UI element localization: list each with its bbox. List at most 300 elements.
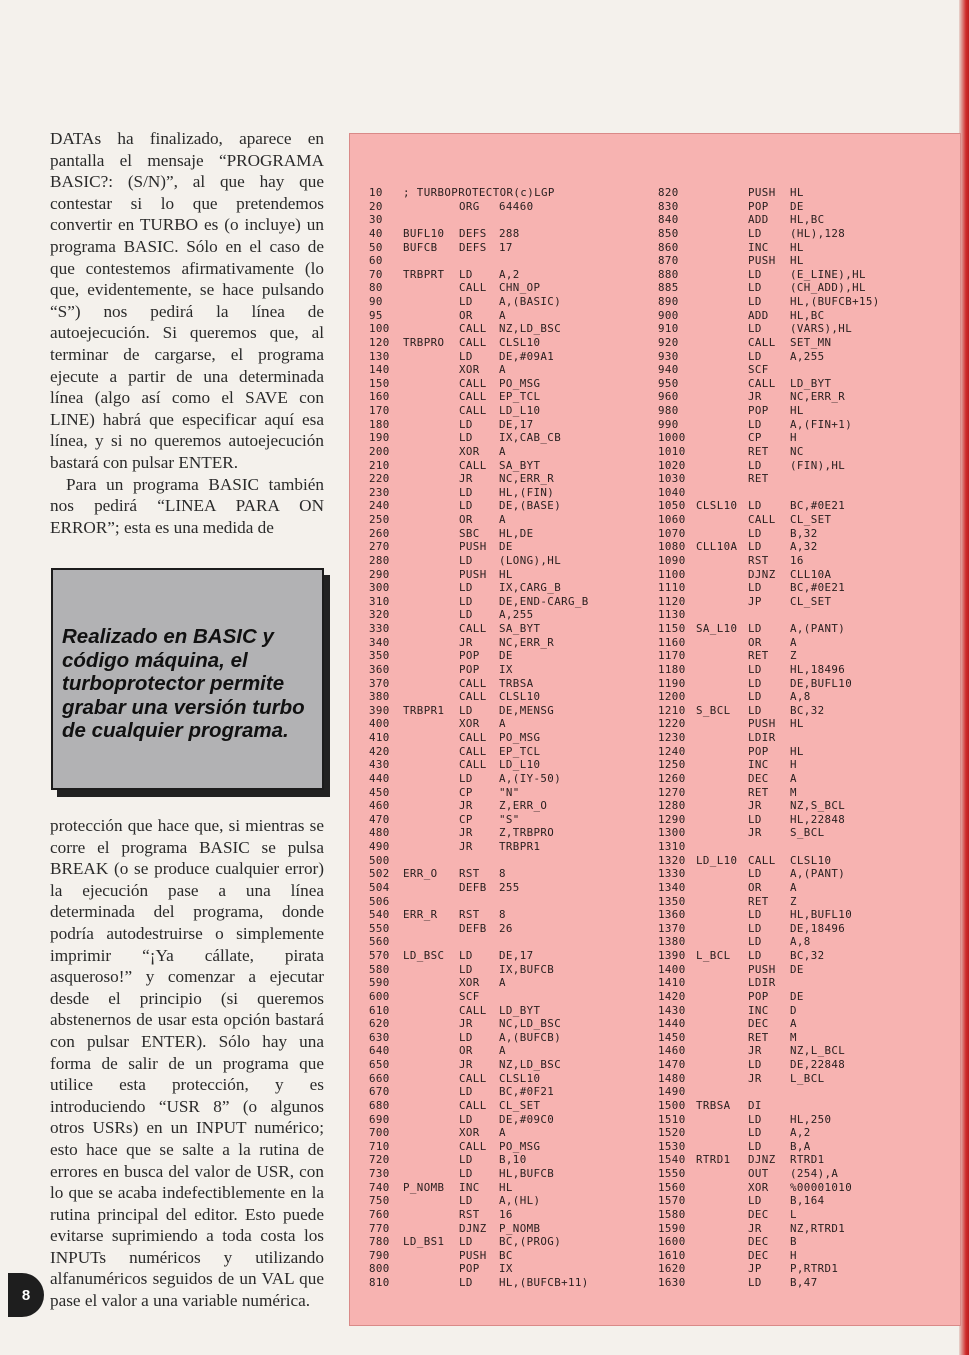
code-operand: HL,BUFCB — [499, 1167, 555, 1180]
code-opcode: JR — [459, 1017, 473, 1031]
line-number: 420 — [369, 744, 390, 758]
line-number: 1300 — [658, 826, 686, 840]
code-opcode: JP — [748, 594, 762, 608]
code-line — [658, 513, 948, 527]
code-opcode: LD — [748, 540, 762, 554]
line-number: 840 — [658, 213, 679, 227]
code-line — [658, 1167, 948, 1181]
code-operand: Z — [790, 894, 797, 908]
code-operand: CLSL10 — [790, 853, 832, 867]
code-operand: DE,BUFL10 — [790, 676, 853, 690]
code-operand: Z,ERR_O — [499, 799, 548, 813]
code-line — [658, 690, 948, 704]
code-line — [658, 1208, 948, 1222]
code-line — [658, 581, 948, 595]
code-line — [369, 1181, 649, 1195]
code-line — [658, 1072, 948, 1086]
code-operand: PO_MSG — [499, 376, 541, 390]
code-operand: DE — [790, 962, 804, 976]
code-listing-right-column — [658, 186, 948, 1290]
code-opcode: LD — [748, 267, 762, 281]
code-line — [658, 431, 948, 445]
code-opcode: POP — [748, 199, 769, 213]
code-line — [658, 227, 948, 241]
code-opcode: LDIR — [748, 976, 776, 990]
code-opcode: CALL — [748, 513, 776, 526]
line-number: 1290 — [658, 812, 686, 826]
code-operand: CLSL10 — [499, 335, 541, 349]
code-operand: B,10 — [499, 1153, 527, 1167]
line-number: 980 — [658, 404, 679, 417]
code-opcode: CP — [459, 812, 473, 826]
code-line — [369, 390, 649, 404]
code-operand: IX,CAB_CB — [499, 431, 562, 445]
code-label: S_BCL — [696, 703, 731, 717]
code-operand: DE,END-CARG_B — [499, 594, 589, 608]
line-number: 1080 — [658, 540, 686, 554]
code-line — [369, 1208, 649, 1222]
code-line — [369, 881, 649, 895]
line-number: 920 — [658, 335, 679, 349]
code-operand: H — [790, 431, 797, 445]
code-opcode: JP — [748, 1262, 762, 1276]
code-operand: BC,#0F21 — [499, 1085, 555, 1099]
code-opcode: LD — [459, 608, 473, 622]
code-opcode: JR — [748, 1071, 762, 1085]
line-number: 1180 — [658, 662, 686, 676]
code-line — [658, 649, 948, 663]
code-line — [369, 363, 649, 377]
code-opcode: LD — [459, 1167, 473, 1180]
line-number: 910 — [658, 322, 679, 336]
code-opcode: LD — [459, 267, 473, 281]
line-number: 860 — [658, 240, 679, 254]
code-line — [369, 1140, 649, 1154]
code-operand: HL,(FIN) — [499, 485, 555, 499]
code-opcode: RET — [748, 444, 769, 458]
line-number: 1230 — [658, 731, 686, 744]
line-number: 790 — [369, 1248, 390, 1262]
code-opcode: DEFB — [459, 921, 487, 935]
code-opcode: LD — [748, 1194, 762, 1208]
code-opcode: RET — [748, 894, 769, 908]
code-operand: HL,BC — [790, 213, 825, 227]
code-line — [658, 786, 948, 800]
code-opcode: JR — [459, 840, 473, 853]
code-label: ERR_R — [403, 908, 438, 922]
code-opcode: LD — [459, 949, 473, 962]
code-operand: Z — [790, 649, 797, 663]
line-number: 1370 — [658, 921, 686, 935]
code-line — [369, 1113, 649, 1127]
code-opcode: JR — [748, 826, 762, 840]
code-operand: (254),A — [790, 1167, 839, 1180]
code-opcode: POP — [459, 662, 480, 676]
line-number: 450 — [369, 785, 390, 799]
code-operand: HL — [790, 254, 804, 268]
line-number: 410 — [369, 731, 390, 744]
code-line — [369, 1126, 649, 1140]
code-line — [369, 445, 649, 459]
code-line — [369, 677, 649, 691]
code-line — [658, 745, 948, 759]
pull-quote-text: Realizado en BASIC y código máquina, el turboprotector permite grabar una versión turbo de cualquier programa. — [62, 625, 305, 742]
code-label: LD_BSC — [403, 949, 445, 962]
code-operand: DE,(BASE) — [499, 499, 562, 513]
code-label: LD_BS1 — [403, 1235, 445, 1249]
code-line — [658, 935, 948, 949]
code-opcode: LD — [748, 349, 762, 363]
code-line — [658, 281, 948, 295]
code-opcode: CALL — [459, 1003, 487, 1017]
code-operand: (VARS),HL — [790, 322, 853, 336]
code-opcode: ORG — [459, 199, 480, 213]
code-line — [369, 813, 649, 827]
code-line — [369, 459, 649, 473]
code-operand: 16 — [499, 1207, 513, 1221]
code-opcode: LD — [748, 622, 762, 635]
code-opcode: ADD — [748, 308, 769, 322]
line-number: 1490 — [658, 1085, 686, 1099]
code-opcode: XOR — [459, 444, 480, 458]
code-opcode: POP — [748, 404, 769, 417]
code-line — [658, 826, 948, 840]
code-operand: EP_TCL — [499, 744, 541, 758]
code-line — [658, 1058, 948, 1072]
code-line — [658, 704, 948, 718]
code-operand: SA_BYT — [499, 622, 541, 635]
code-opcode: CALL — [459, 731, 487, 744]
line-number: 1580 — [658, 1207, 686, 1221]
code-opcode: CALL — [459, 281, 487, 295]
code-line — [658, 840, 948, 854]
code-line — [369, 254, 649, 268]
code-opcode: RET — [748, 649, 769, 663]
code-operand: EP_TCL — [499, 390, 541, 404]
code-line — [369, 717, 649, 731]
code-opcode: CP — [459, 785, 473, 799]
code-opcode: LD — [459, 431, 473, 445]
code-line — [369, 527, 649, 541]
line-number: 60 — [369, 254, 383, 268]
code-operand: NZ,LD_BSC — [499, 1058, 562, 1071]
code-line — [369, 1058, 649, 1072]
code-operand: (CH_ADD),HL — [790, 281, 866, 295]
code-operand: A,32 — [790, 540, 818, 554]
code-line — [658, 322, 948, 336]
code-line — [369, 540, 649, 554]
code-line — [369, 1194, 649, 1208]
code-opcode: LD — [459, 1276, 473, 1289]
code-operand: HL — [499, 567, 513, 581]
code-operand: D — [790, 1003, 797, 1017]
code-line — [658, 895, 948, 909]
code-line — [369, 377, 649, 391]
code-operand: CL_SET — [790, 594, 832, 608]
code-line — [369, 200, 649, 214]
code-opcode: CALL — [459, 335, 487, 349]
code-operand: B — [790, 1235, 797, 1249]
line-number: 130 — [369, 349, 390, 363]
line-number: 1570 — [658, 1194, 686, 1208]
code-opcode: DEC — [748, 1207, 769, 1221]
code-line — [658, 336, 948, 350]
code-line — [658, 731, 948, 745]
code-operand: A,(HL) — [499, 1194, 541, 1208]
code-line — [369, 568, 649, 582]
line-number: 680 — [369, 1098, 390, 1112]
line-number: 1280 — [658, 799, 686, 813]
line-number: 710 — [369, 1139, 390, 1153]
code-opcode: JR — [748, 799, 762, 813]
code-operand: %00001010 — [790, 1180, 853, 1194]
line-number: 1520 — [658, 1126, 686, 1140]
code-line — [658, 241, 948, 255]
code-line — [369, 976, 649, 990]
line-number: 820 — [658, 186, 679, 199]
code-line — [369, 840, 649, 854]
code-operand: "S" — [499, 812, 520, 826]
code-line — [658, 1194, 948, 1208]
code-operand: A,(FIN+1) — [790, 417, 853, 431]
code-opcode: LD — [748, 812, 762, 826]
line-number: 870 — [658, 254, 679, 268]
code-opcode: PUSH — [748, 186, 776, 199]
code-operand: DE,22848 — [790, 1058, 846, 1071]
line-number: 1060 — [658, 513, 686, 526]
line-number: 20 — [369, 199, 383, 213]
code-line — [369, 949, 649, 963]
code-opcode: DEC — [748, 1017, 769, 1031]
code-line — [658, 608, 948, 622]
code-line — [369, 731, 649, 745]
line-number: 120 — [369, 335, 390, 349]
line-number: 1100 — [658, 567, 686, 581]
code-line — [658, 445, 948, 459]
code-label: LD_L10 — [696, 853, 738, 867]
code-operand: HL — [790, 404, 804, 417]
code-line — [369, 336, 649, 350]
line-number: 100 — [369, 322, 390, 336]
line-number: 1200 — [658, 690, 686, 704]
code-line — [658, 677, 948, 691]
code-operand: DE,MENSG — [499, 703, 555, 717]
code-operand: A — [499, 1126, 506, 1140]
code-opcode: RET — [748, 785, 769, 799]
code-line — [658, 1004, 948, 1018]
code-operand: BC — [499, 1248, 513, 1262]
code-line — [658, 1044, 948, 1058]
line-number: 170 — [369, 404, 390, 417]
code-opcode: PUSH — [459, 1248, 487, 1262]
code-operand: DE — [499, 649, 513, 663]
code-opcode: LD — [748, 1276, 762, 1289]
line-number: 1170 — [658, 649, 686, 663]
code-opcode: CALL — [459, 690, 487, 704]
code-opcode: INC — [748, 758, 769, 772]
code-opcode: LD — [459, 499, 473, 513]
code-line — [369, 499, 649, 513]
code-opcode: LD — [748, 908, 762, 922]
code-opcode: RST — [459, 1207, 480, 1221]
line-number: 1550 — [658, 1167, 686, 1180]
code-line — [658, 254, 948, 268]
article-text-bottom: protección que hace que, si mientras se corre el programa BASIC se pulsa BREAK (o se produce cualquier error) la ejecución pase a una línea determinada del programa, donde podría autodestruirse o simplemente imprimir “¡Ya cállate, pirata asqueroso!” y comenzar a ejecutar desde el principio (si queremos abstenernos de usar esta opción bastará con pulsar ENTER). Sólo hay una forma de salir de un programa que utilice esta protección, y es introduciendo “USR 8” (o algunos otros USRs) en un INPUT numérico; esto hace que se salte a la rutina de errores en busca del valor de USR, con lo que se acaba indefectiblemente en la rutina principal del editor. Esto puede evitarse suprimiendo a toda costa los INPUTs numéricos y utilizando alfanuméricos seguidos de un VAL que pase el valor a una variable numérica. — [50, 816, 324, 1311]
code-opcode: SBC — [459, 526, 480, 540]
code-operand: DE,#09C0 — [499, 1112, 555, 1126]
code-line — [369, 608, 649, 622]
code-opcode: PUSH — [459, 567, 487, 581]
code-label: BUFCB — [403, 240, 438, 254]
line-number: 1250 — [658, 758, 686, 772]
code-line — [658, 867, 948, 881]
code-operand: A,8 — [790, 935, 811, 949]
code-opcode: JR — [459, 826, 473, 840]
line-number: 95 — [369, 308, 383, 322]
line-number: 1330 — [658, 867, 686, 881]
code-opcode: XOR — [748, 1180, 769, 1194]
line-number: 1500 — [658, 1098, 686, 1112]
code-operand: A — [499, 976, 506, 990]
code-line — [369, 772, 649, 786]
code-opcode: LD — [748, 226, 762, 240]
line-number: 1470 — [658, 1058, 686, 1071]
code-opcode: CALL — [459, 458, 487, 472]
code-opcode: LD — [459, 1030, 473, 1044]
line-number: 1090 — [658, 553, 686, 567]
code-line — [658, 854, 948, 868]
article-text-top — [50, 128, 324, 538]
code-opcode: INC — [748, 1003, 769, 1017]
line-number: 160 — [369, 390, 390, 404]
code-opcode: DJNZ — [748, 1153, 776, 1167]
code-operand: A — [499, 513, 506, 526]
code-operand: SA_BYT — [499, 458, 541, 472]
code-operand: 64460 — [499, 199, 534, 213]
line-number: 360 — [369, 662, 390, 676]
line-number: 30 — [369, 213, 383, 227]
line-number: 460 — [369, 799, 390, 813]
code-line — [658, 1085, 948, 1099]
code-operand: NZ,LD_BSC — [499, 322, 562, 336]
line-number: 700 — [369, 1126, 390, 1140]
code-opcode: XOR — [459, 363, 480, 377]
code-opcode: LD — [459, 1194, 473, 1208]
code-line — [658, 1153, 948, 1167]
code-line — [369, 826, 649, 840]
code-line — [369, 513, 649, 527]
code-operand: M — [790, 785, 797, 799]
code-operand: HL,(BUFCB+15) — [790, 295, 880, 308]
line-number: 310 — [369, 594, 390, 608]
line-number: 1260 — [658, 771, 686, 785]
code-opcode: LD — [748, 1112, 762, 1126]
code-opcode: JR — [459, 635, 473, 649]
code-line — [658, 595, 948, 609]
code-operand: P_NOMB — [499, 1221, 541, 1235]
code-operand: BC,32 — [790, 949, 825, 962]
code-operand: NZ,RTRD1 — [790, 1221, 846, 1235]
line-number: 490 — [369, 840, 390, 853]
code-line — [369, 649, 649, 663]
line-number: 504 — [369, 880, 390, 894]
code-line — [658, 1276, 948, 1290]
code-label: CLL10A — [696, 540, 738, 554]
code-line — [658, 350, 948, 364]
code-operand: A — [790, 880, 797, 894]
code-opcode: DEC — [748, 1248, 769, 1262]
code-label: BUFL10 — [403, 226, 445, 240]
line-number: 930 — [658, 349, 679, 363]
code-opcode: POP — [459, 649, 480, 663]
code-operand: NC,ERR_R — [499, 472, 555, 486]
code-line — [369, 636, 649, 650]
code-line — [658, 540, 948, 554]
code-opcode: PUSH — [459, 540, 487, 554]
line-number: 550 — [369, 921, 390, 935]
line-number: 270 — [369, 540, 390, 554]
code-opcode: RET — [748, 1030, 769, 1044]
code-operand: CLSL10 — [499, 1071, 541, 1085]
line-number: 1150 — [658, 622, 686, 635]
code-line — [369, 895, 649, 909]
code-opcode: LD — [748, 949, 762, 962]
code-operand: (E_LINE),HL — [790, 267, 866, 281]
code-opcode: LD — [459, 703, 473, 717]
code-opcode: LD — [459, 1235, 473, 1249]
line-number: 670 — [369, 1085, 390, 1099]
line-number: 140 — [369, 363, 390, 377]
code-operand: A,(BUFCB) — [499, 1030, 562, 1044]
code-line — [369, 1017, 649, 1031]
code-operand: DE — [499, 540, 513, 554]
line-number: 960 — [658, 390, 679, 404]
code-operand: P,RTRD1 — [790, 1262, 839, 1276]
code-opcode: JR — [459, 799, 473, 813]
code-operand: S_BCL — [790, 826, 825, 840]
line-number: 850 — [658, 226, 679, 240]
code-line — [369, 268, 649, 282]
line-number: 600 — [369, 989, 390, 1003]
code-label: TRBSA — [696, 1098, 731, 1112]
line-number: 1310 — [658, 840, 686, 853]
line-number: 1600 — [658, 1235, 686, 1249]
code-operand: A,2 — [790, 1126, 811, 1140]
line-number: 1390 — [658, 949, 686, 962]
code-opcode: OR — [459, 513, 473, 526]
code-line — [658, 268, 948, 282]
code-operand: DE — [790, 989, 804, 1003]
code-line — [658, 418, 948, 432]
line-number: 70 — [369, 267, 383, 281]
line-number: 780 — [369, 1235, 390, 1249]
code-opcode: DEC — [748, 1235, 769, 1249]
line-number: 1510 — [658, 1112, 686, 1126]
line-number: 80 — [369, 281, 383, 295]
code-operand: H — [790, 758, 797, 772]
code-opcode: XOR — [459, 1126, 480, 1140]
line-number: 610 — [369, 1003, 390, 1017]
line-number: 950 — [658, 376, 679, 390]
line-number: 1240 — [658, 744, 686, 758]
code-operand: A — [790, 1017, 797, 1031]
line-number: 220 — [369, 472, 390, 486]
line-number: 1270 — [658, 785, 686, 799]
code-opcode: LD — [748, 458, 762, 472]
line-number: 290 — [369, 567, 390, 581]
line-number: 470 — [369, 812, 390, 826]
code-label: L_BCL — [696, 949, 731, 962]
